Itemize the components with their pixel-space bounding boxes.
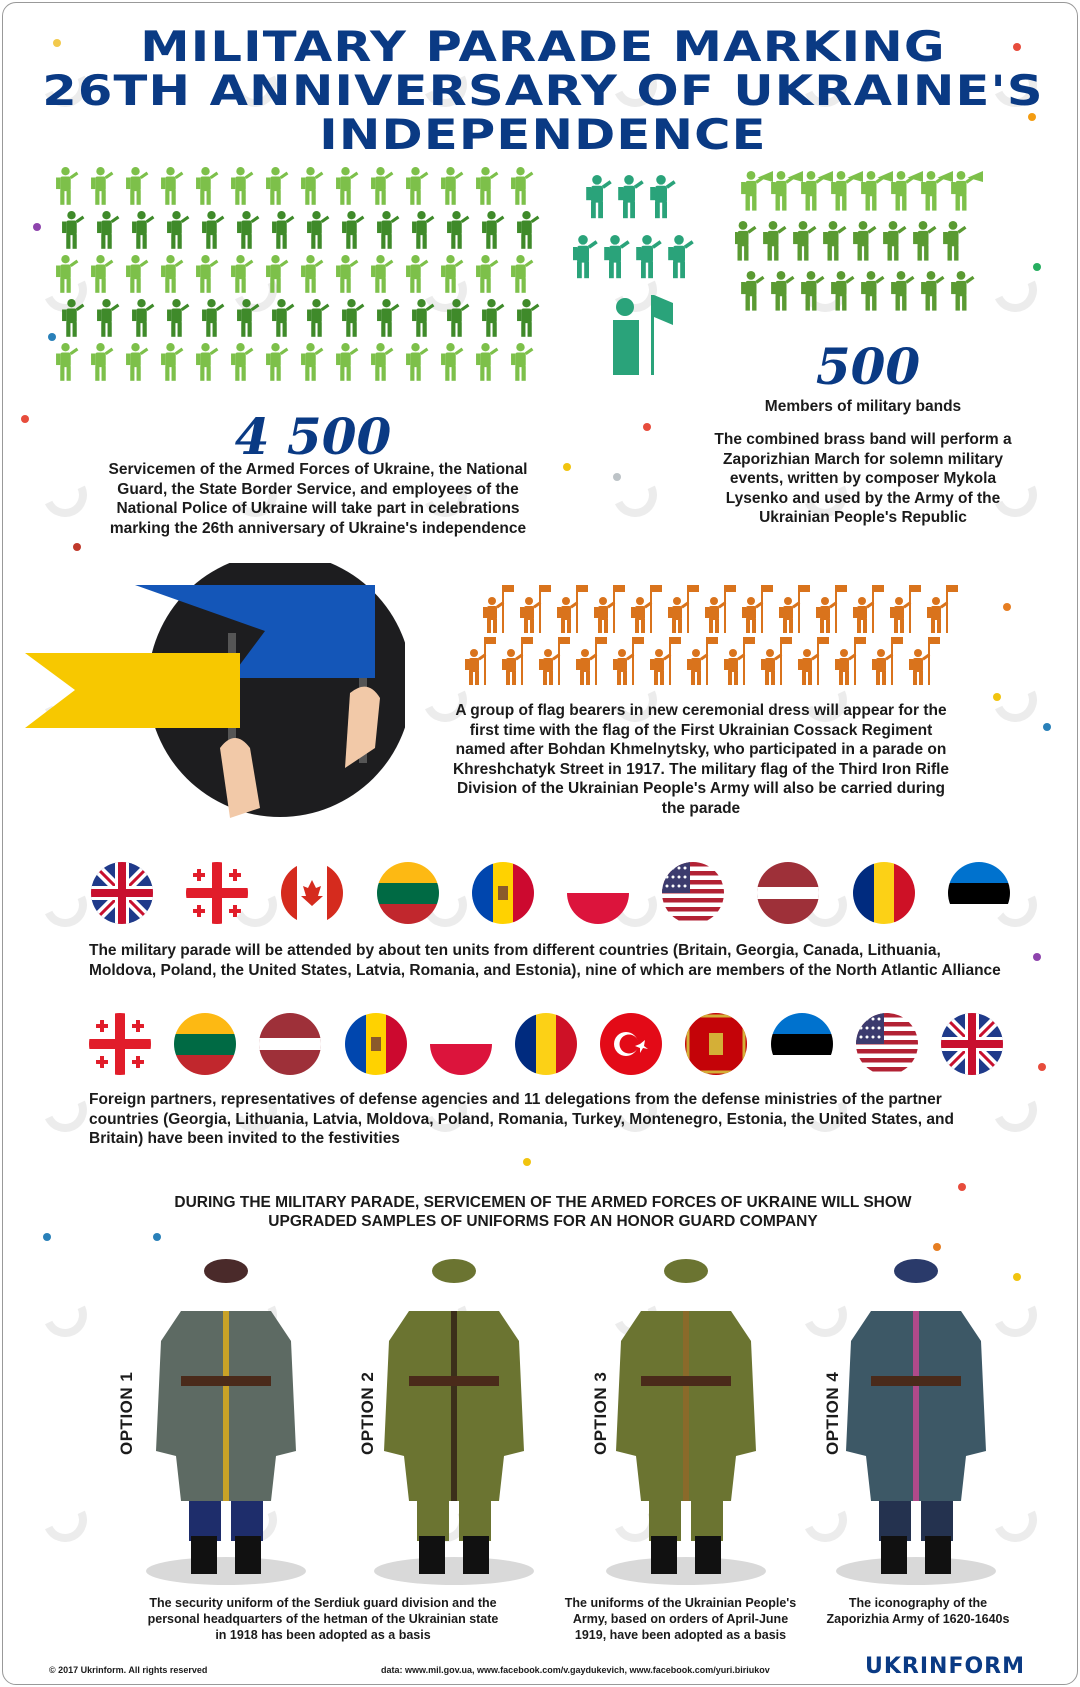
musician-icon (853, 221, 876, 261)
flag-bearers-grid (458, 583, 958, 698)
ukrainian-flags-illustration (25, 563, 405, 833)
ukrinform-logo-icon: UKRINFORM (865, 1654, 1026, 1679)
soldier-icon (126, 167, 148, 205)
musician-icon (763, 221, 786, 261)
musician-icon (913, 221, 936, 261)
musician-icon (735, 221, 757, 261)
partners-text: Foreign partners, representatives of defense agencies and 11 delegations from the defense ministries of the partner countries (Georgia, Lithuania, Latvia, Moldova, Poland, Romania, Turkey, Montenegro, Estonia, the United States, and Britain) have been invited to the festivities (89, 1091, 954, 1147)
musician-icon (921, 171, 953, 211)
soldier-icon (336, 255, 358, 293)
soldier-icon (441, 343, 463, 381)
uniform-option-3-icon (601, 1251, 771, 1591)
soldier-icon (97, 299, 119, 337)
soldier-icon (336, 343, 358, 381)
soldier-icon (161, 167, 183, 205)
uniform-option-2-icon (369, 1251, 539, 1591)
copyright: © 2017 Ukrinform. All rights reserved (49, 1665, 208, 1675)
soldier-icon (266, 343, 288, 381)
flag-bearer-icon (798, 637, 829, 685)
confetti-dot (1033, 953, 1041, 961)
musician-icon (951, 171, 983, 211)
flag-bearer-icon (650, 637, 681, 685)
flag-lithuania-icon (377, 862, 439, 924)
soldier-icon (371, 167, 393, 205)
uniform-caption-4: The iconography of the Zaporizhia Army of 1620-1640s (826, 1596, 1010, 1626)
soldier-icon (62, 299, 84, 337)
soldier-icon (447, 211, 469, 249)
musician-icon (861, 271, 884, 311)
servicemen-number: 4 500 (234, 407, 392, 466)
uniform-caption-3: The uniforms of the Ukrainian People's Army, based on orders of April-June 1919, have been adopted as a basis (564, 1596, 797, 1642)
musician-icon (951, 271, 974, 311)
confetti-dot (73, 543, 81, 551)
soldier-icon (377, 299, 399, 337)
officer-icon (636, 235, 662, 278)
option-3-label: OPTION 3 (591, 1371, 610, 1455)
soldier-icon (126, 255, 148, 293)
soldiers-grid (55, 163, 565, 403)
watermark-icon (37, 1287, 93, 1343)
confetti-dot (613, 473, 621, 481)
flag-bearer-icon (890, 585, 921, 633)
sources: data: www.mil.gov.ua, www.facebook.com/v.gaydukevich, www.facebook.com/yuri.biriukov (381, 1665, 770, 1675)
flag-canada-icon (281, 862, 343, 924)
soldier-icon (441, 167, 463, 205)
musician-icon (891, 171, 923, 211)
officer-icon (668, 235, 694, 278)
soldier-icon (56, 167, 78, 205)
flag-uk-icon (941, 1013, 1003, 1075)
band-grid (735, 163, 1035, 338)
soldier-icon (161, 255, 183, 293)
confetti-dot (1038, 1063, 1046, 1071)
flag-bearer-icon (927, 585, 958, 633)
soldier-icon (412, 211, 434, 249)
soldier-icon (301, 255, 323, 293)
soldier-icon (301, 343, 323, 381)
soldier-icon (482, 299, 504, 337)
musician-icon (771, 171, 803, 211)
soldier-icon (132, 211, 154, 249)
flag-usa-icon (662, 862, 724, 924)
confetti-dot (993, 693, 1001, 701)
flag-usa-icon (856, 1013, 918, 1075)
servicemen-text: Servicemen of the Armed Forces of Ukraine, the National Guard, the State Border Service, and employees of the National Police of Ukraine will take part in celebrations marking the 26th anniversary of Ukraine's independence (108, 461, 528, 537)
musician-icon (831, 271, 854, 311)
watermark-icon (37, 467, 93, 523)
flag-romania-icon (515, 1013, 577, 1075)
flag-bearer-icon (742, 585, 773, 633)
officer-icon (618, 175, 644, 218)
soldier-icon (371, 255, 393, 293)
flag-estonia-icon (771, 1013, 833, 1075)
soldier-icon (406, 343, 428, 381)
flag-bearer-icon (483, 585, 514, 633)
flag-bearer-icon (779, 585, 810, 633)
bands-text: The combined brass band will perform a Zaporizhian March for solemn military events, written by composer Mykola Lysenko and used by the Army of the Ukrainian People's Republic (714, 431, 1012, 526)
podium-officer-icon (613, 295, 673, 375)
confetti-dot (933, 1243, 941, 1251)
title-line-2: 26TH ANNIVERSARY OF UKRAINE'S (42, 66, 1044, 115)
soldier-icon (126, 343, 148, 381)
flag-bearer-icon (687, 637, 718, 685)
confetti-dot (33, 223, 41, 231)
confetti-dot (43, 1233, 51, 1241)
musician-icon (943, 221, 966, 261)
musician-icon (801, 271, 824, 311)
soldier-icon (511, 167, 533, 205)
officer-icon (650, 175, 676, 218)
flag-romania-icon (853, 862, 915, 924)
title-line-1: MILITARY PARADE MARKING (140, 22, 946, 71)
soldier-icon (336, 167, 358, 205)
soldier-icon (202, 211, 224, 249)
soldier-icon (91, 167, 113, 205)
soldier-icon (56, 343, 78, 381)
flag-bearer-icon (576, 637, 607, 685)
musician-icon (793, 221, 816, 261)
soldier-icon (91, 343, 113, 381)
uniforms-heading-line-2: UPGRADED SAMPLES OF UNIFORMS FOR AN HONOR GUARD COMPANY (268, 1213, 818, 1230)
soldier-icon (482, 211, 504, 249)
flag-bearer-icon (594, 585, 625, 633)
soldier-icon (377, 211, 399, 249)
title-line-3: INDEPENDENCE (319, 110, 767, 159)
soldier-icon (406, 255, 428, 293)
flag-bearer-icon (520, 585, 551, 633)
foreign-units-text: The military parade will be attended by about ten units from different countries (Britain, Georgia, Canada, Lithuania, Moldova, Poland, the United States, Latvia, Romania, and Estonia), nine of which are members of the North Atlantic Alliance (89, 942, 1001, 979)
option-1-label: OPTION 1 (117, 1371, 136, 1455)
officer-icon (586, 175, 612, 218)
flag-bearer-icon (816, 585, 847, 633)
officers-group-icon (573, 175, 723, 405)
soldier-icon (237, 299, 259, 337)
soldier-icon (231, 343, 253, 381)
soldier-icon (412, 299, 434, 337)
flag-moldova-icon (472, 862, 534, 924)
soldier-icon (307, 299, 329, 337)
confetti-dot (523, 1158, 531, 1166)
confetti-dot (21, 415, 29, 423)
soldier-icon (196, 343, 218, 381)
musician-icon (771, 271, 794, 311)
soldier-icon (447, 299, 469, 337)
musician-icon (801, 171, 833, 211)
flag-bearer-icon (853, 585, 884, 633)
officer-icon (604, 235, 630, 278)
soldier-icon (62, 211, 84, 249)
soldier-icon (272, 299, 294, 337)
flag-bearer-icon (724, 637, 755, 685)
soldier-icon (476, 255, 498, 293)
flag-latvia-icon (757, 862, 819, 924)
soldier-icon (161, 343, 183, 381)
flag-bearer-icon (909, 637, 940, 685)
flag-bearer-icon (668, 585, 699, 633)
soldier-icon (167, 211, 189, 249)
soldier-icon (56, 255, 78, 293)
bands-number: 500 (815, 337, 921, 396)
flag-bearer-icon (835, 637, 866, 685)
musician-icon (831, 171, 863, 211)
infographic-frame (2, 2, 1078, 1685)
soldier-icon (91, 255, 113, 293)
soldier-icon (196, 167, 218, 205)
soldier-icon (272, 211, 294, 249)
flag-bearer-icon (502, 637, 533, 685)
soldier-icon (342, 299, 364, 337)
soldier-icon (231, 167, 253, 205)
musician-icon (823, 221, 846, 261)
soldier-icon (132, 299, 154, 337)
soldier-icon (476, 167, 498, 205)
flag-turkey-icon (600, 1013, 662, 1075)
flag-lithuania-icon (174, 1013, 236, 1075)
soldier-icon (342, 211, 364, 249)
confetti-dot (153, 1233, 161, 1241)
flag-bearer-icon (761, 637, 792, 685)
soldier-icon (301, 167, 323, 205)
musician-icon (883, 221, 906, 261)
uniforms-heading (93, 1193, 993, 1231)
flag-poland-icon (567, 862, 629, 924)
soldier-icon (517, 299, 539, 337)
watermark-icon (37, 877, 93, 933)
uniforms-heading-line-1: DURING THE MILITARY PARADE, SERVICEMEN OF THE ARMED FORCES OF UKRAINE WILL SHOW (174, 1194, 912, 1211)
confetti-dot (643, 423, 651, 431)
soldier-icon (406, 167, 428, 205)
soldier-icon (476, 343, 498, 381)
uniform-option-4-icon (831, 1251, 1001, 1591)
confetti-dot (563, 463, 571, 471)
flag-montenegro-icon (685, 1013, 747, 1075)
soldier-icon (167, 299, 189, 337)
flag-estonia-icon (948, 862, 1010, 924)
flag-moldova-icon (345, 1013, 407, 1075)
uniform-option-1-icon (141, 1251, 311, 1591)
page-title (2, 22, 1078, 159)
flag-bearer-icon (631, 585, 662, 633)
flag-bearer-icon (557, 585, 588, 633)
watermark-icon (37, 1492, 93, 1548)
soldier-icon (517, 211, 539, 249)
flag-georgia-icon (89, 1013, 151, 1075)
soldier-icon (307, 211, 329, 249)
soldier-icon (97, 211, 119, 249)
bands-label: Members of military bands (764, 398, 962, 415)
flag-poland-icon (430, 1013, 492, 1075)
officer-icon (573, 235, 598, 278)
soldier-icon (196, 255, 218, 293)
flag-bearer-icon (705, 585, 736, 633)
musician-icon (741, 271, 764, 311)
flag-bearer-icon (613, 637, 644, 685)
flag-bearers-text: A group of flag bearers in new ceremonial dress will appear for the first time with the flag of the First Ukrainian Cossack Regiment named after Bohdan Khmelnytsky, who participated in a parade on Khreshchatyk Street in 1917. The military flag of the Third Iron Rifle Division of the Ukrainian People's Army will also be carried during the parade (452, 702, 950, 817)
confetti-dot (1043, 723, 1051, 731)
soldier-icon (202, 299, 224, 337)
flag-latvia-icon (259, 1013, 321, 1075)
musician-icon (741, 171, 773, 211)
confetti-dot (1003, 603, 1011, 611)
soldier-icon (371, 343, 393, 381)
option-4-label: OPTION 4 (823, 1371, 842, 1455)
flag-georgia-icon (186, 862, 248, 924)
watermark-icon (37, 1082, 93, 1138)
soldier-icon (266, 167, 288, 205)
soldier-icon (511, 343, 533, 381)
soldier-icon (266, 255, 288, 293)
option-2-label: OPTION 2 (358, 1371, 377, 1455)
confetti-dot (1013, 1273, 1021, 1281)
flag-bearer-icon (872, 637, 903, 685)
musician-icon (921, 271, 944, 311)
soldier-icon (237, 211, 259, 249)
soldier-icon (441, 255, 463, 293)
musician-icon (861, 171, 893, 211)
flag-bearer-icon (465, 637, 496, 685)
uniform-caption-1: The security uniform of the Serdiuk guard division and the personal headquarters of the hetman of the Ukrainian state in 1918 has been adopted as a basis (147, 1596, 499, 1642)
confetti-dot (958, 1183, 966, 1191)
soldier-icon (231, 255, 253, 293)
flag-uk-icon (91, 862, 153, 924)
musician-icon (891, 271, 914, 311)
soldier-icon (511, 255, 533, 293)
flag-bearer-icon (539, 637, 570, 685)
